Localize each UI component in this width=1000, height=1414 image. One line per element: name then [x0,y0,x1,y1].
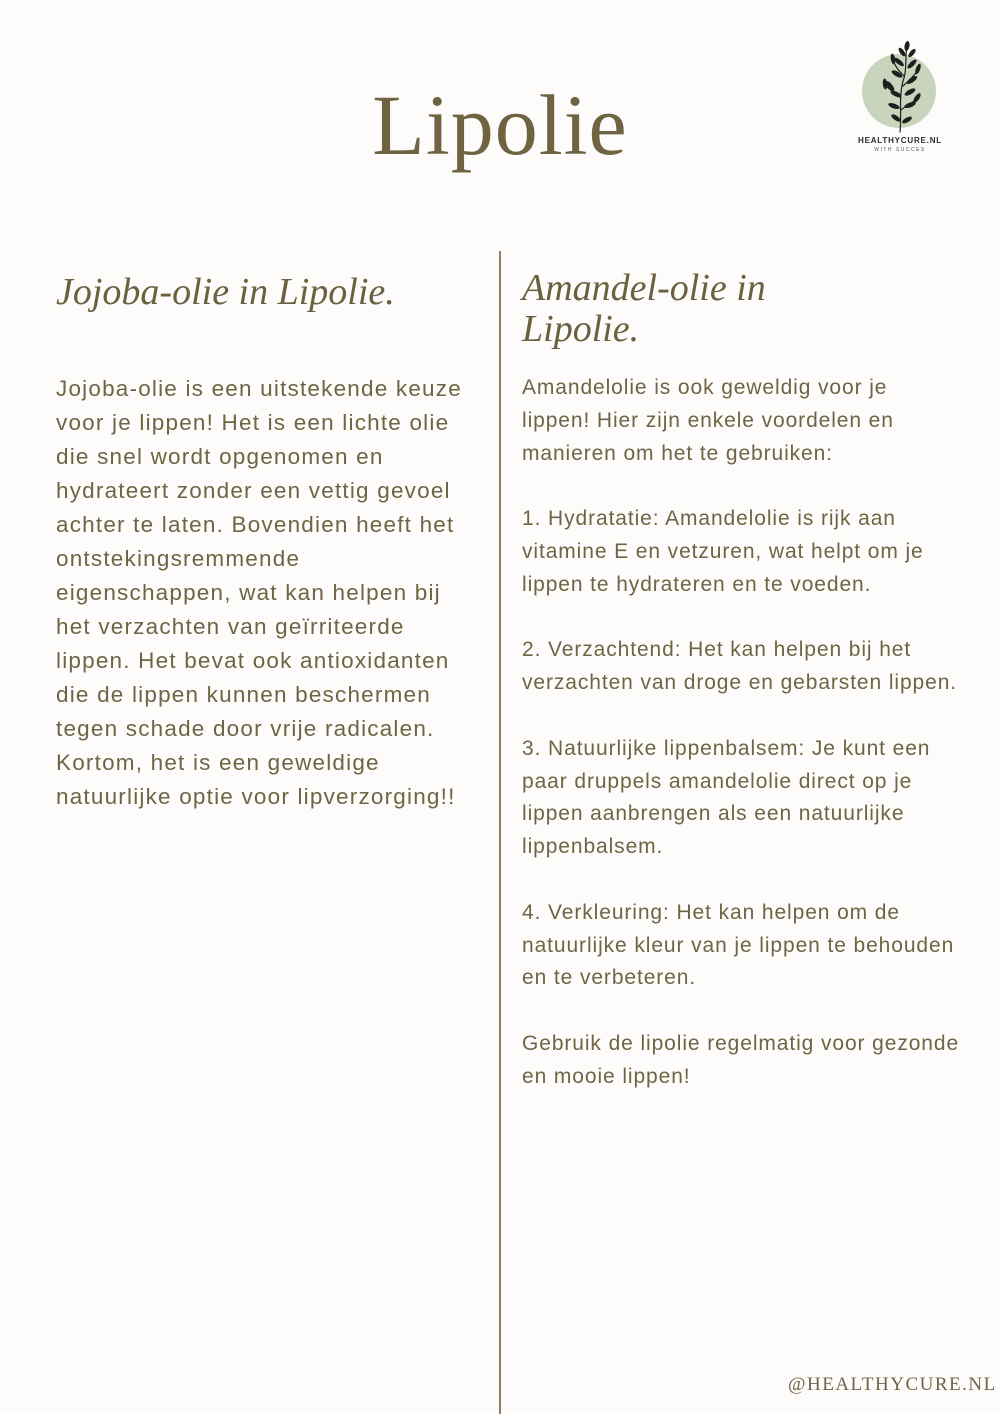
almond-point-softening: 2. Verzachtend: Het kan helpen bij het verzachten van droge en gebarsten lippen. [522,638,958,695]
logo-tagline: WITH SUCCES [874,147,926,153]
jojoba-section [56,268,476,809]
almond-point-discoloration: 4. Verkleuring: Het kan helpen om de natuurlijke kleur van je lippen te behouden en te verbeteren. [522,900,955,990]
social-handle: @HEALTHYCURE.NL [788,1374,997,1395]
brand-logo [848,40,952,156]
jojoba-heading: Jojoba-olie in Lipolie. [56,271,395,313]
jojoba-body: Jojoba-olie is een uitstekende keuze voor je lippen! Het is een lichte olie die snel wordt opgenomen en hydrateert zonder een vettig gevoel achter te laten. Bovendien heeft het ontstekingsremmende eigenschappen, wat kan helpen bij het verzachten van geïrriteerde lippen. Het bevat ook antioxidanten die de lippen kunnen beschermen tegen schade door vrije radicalen. Kortom, het is een geweldige natuurlijke optie voor lipverzorging!! [56,376,462,809]
almond-point-hydration: 1. Hydratatie: Amandelolie is rijk aan vitamine E en vetzuren, wat helpt om je lippen te hydrateren en te voeden. [522,507,924,596]
column-divider [499,251,501,1414]
page-title: Lipolie [372,77,628,173]
almond-closing: Gebruik de lipolie regelmatig voor gezonde en mooie lippen! [522,1031,960,1088]
almond-section [522,267,962,1088]
logo-name: HEALTHYCURE.NL [858,136,942,145]
almond-heading: Amandel-olie in Lipolie. [522,267,766,350]
almond-body [522,372,962,1126]
olive-branch-icon [860,40,940,140]
almond-intro: Amandelolie is ook geweldig voor je lippen! Hier zijn enkele voordelen en manieren om het te gebruiken: [522,376,894,465]
almond-point-lip-balm: 3. Natuurlijke lippenbalsem: Je kunt een paar druppels amandelolie direct op je lippen aanbrengen als een natuurlijke lippenbalsem. [522,736,931,859]
